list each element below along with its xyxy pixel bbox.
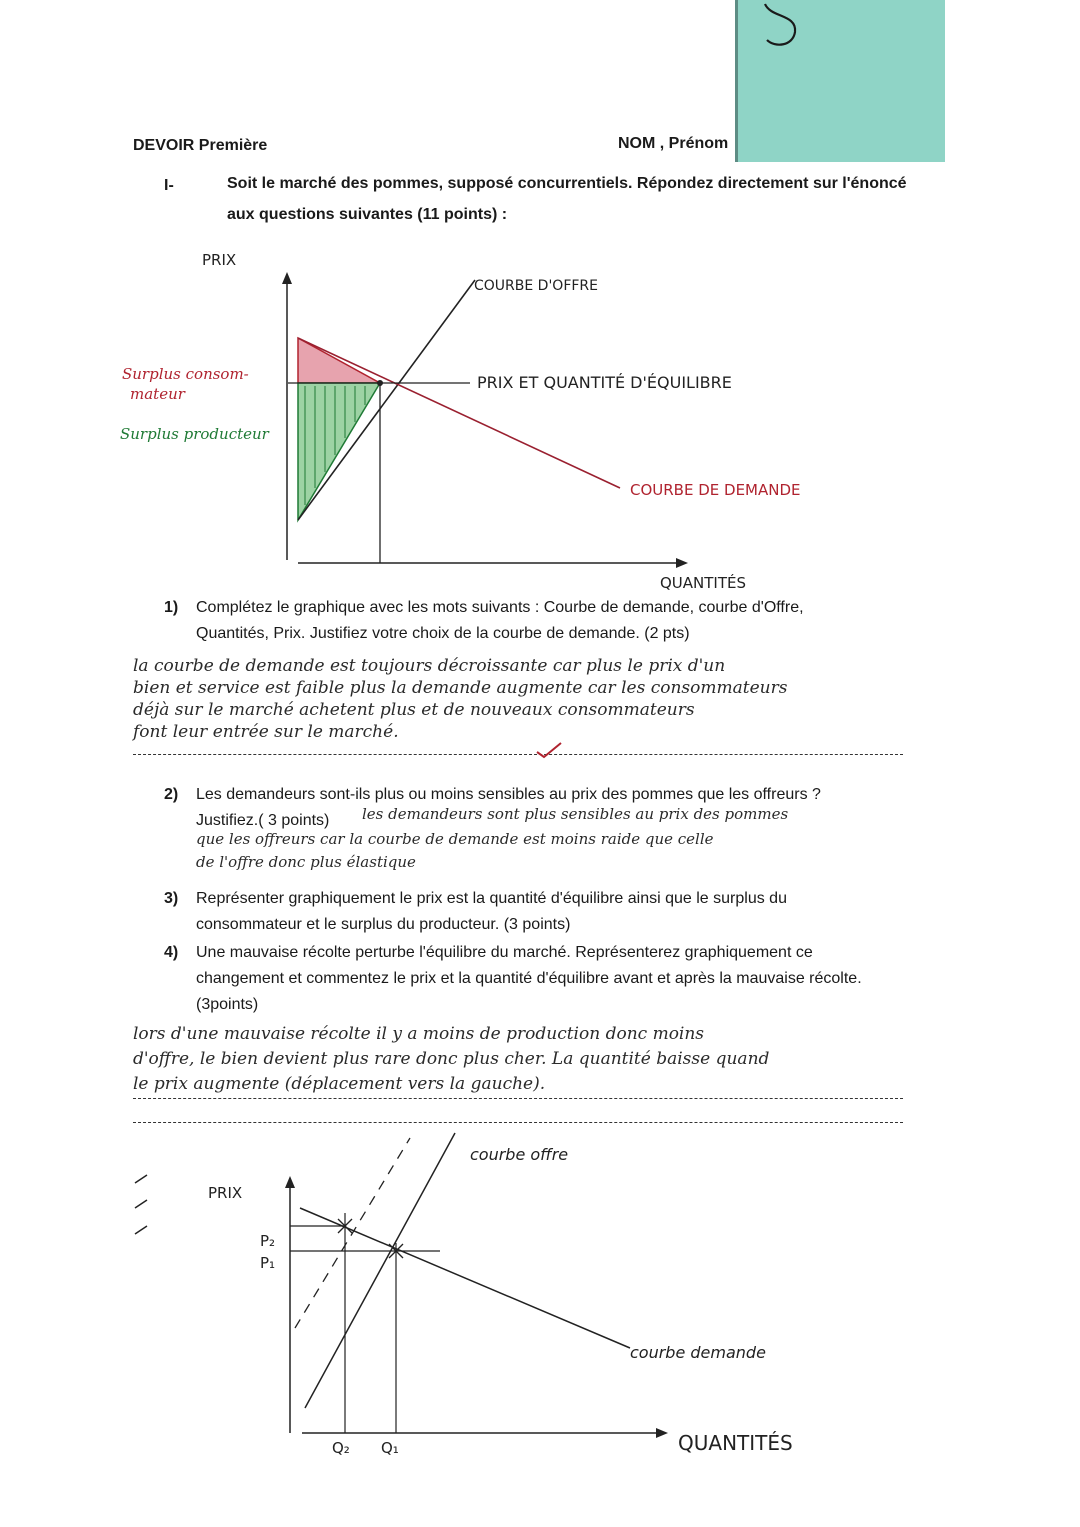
- grade-mark: [735, 0, 805, 70]
- question-1-line1: Complétez le graphique avec les mots suivants : Courbe de demande, courbe d'Offre,: [196, 599, 804, 616]
- name-field: NOM , Prénom: [618, 135, 729, 152]
- question-2-line2: Justifiez.( 3 points): [196, 812, 330, 829]
- question-4-line2: changement et commentez le prix et la quantité d'équilibre avant et après la mauvaise récolte.: [196, 970, 862, 987]
- graph2-p2-label: P₂: [260, 1232, 276, 1250]
- margin-tick-1: [135, 1175, 147, 1183]
- question-3-number: 3): [164, 890, 179, 907]
- graph1-equilibrium-label: PRIX ET QUANTITÉ D'ÉQUILIBRE: [477, 373, 732, 392]
- x-axis-arrow-icon: [676, 558, 688, 568]
- producer-surplus-label: Surplus producteur: [120, 425, 269, 443]
- question-1-line2: Quantités, Prix. Justifiez votre choix de la courbe de demande. (2 pts): [196, 625, 690, 642]
- consumer-surplus-label-1: Surplus consom-: [122, 365, 249, 383]
- answer-2-line2: que les offreurs car la courbe de demande est moins raide que celle: [196, 830, 714, 848]
- supply-curve-shifted: [295, 1138, 410, 1328]
- consumer-surplus-label-2: mateur: [130, 385, 185, 403]
- answer-1: [133, 655, 933, 743]
- section-intro-line2: aux questions suivantes (11 points) :: [227, 206, 508, 223]
- supply-curve-initial: [305, 1133, 455, 1408]
- answer-4-line1: lors d'une mauvaise récolte il y a moins de production donc moins: [133, 1024, 705, 1044]
- equilibrium-point: [377, 380, 383, 386]
- graph1-x-label: QUANTITÉS: [660, 574, 747, 592]
- answer-1-line3: déjà sur le marché achetent plus et de nouveaux consommateurs: [133, 700, 695, 720]
- margin-tick-3: [135, 1226, 147, 1234]
- question-3-line1: Représenter graphiquement le prix est la quantité d'équilibre ainsi que le surplus du: [196, 890, 787, 907]
- y-axis-2-arrow-icon: [285, 1176, 295, 1188]
- answer-4-rule-1: [133, 1098, 903, 1099]
- graph2-supply-label: courbe offre: [470, 1145, 569, 1164]
- question-4-number: 4): [164, 944, 179, 961]
- graph1-demand-label: COURBE DE DEMANDE: [630, 481, 801, 499]
- question-2-number: 2): [164, 786, 179, 803]
- question-3-line2: consommateur et le surplus du producteur. (3 points): [196, 916, 571, 933]
- y-axis-arrow-icon: [282, 272, 292, 284]
- question-4-line3: (3points): [196, 996, 259, 1013]
- graph-bad-harvest: [100, 1128, 840, 1468]
- section-numeral: I-: [164, 177, 174, 194]
- answer-4-line3: le prix augmente (déplacement vers la gauche).: [133, 1074, 546, 1094]
- graph2-q2-label: Q₂: [332, 1439, 350, 1457]
- check-mark-icon: [535, 740, 565, 760]
- section-intro-line1: Soit le marché des pommes, supposé concurrentiels. Répondez directement sur l'énoncé: [227, 175, 907, 192]
- answer-1-rule: [133, 754, 903, 755]
- answer-1-line4: font leur entrée sur le marché.: [133, 722, 399, 742]
- graph1-supply-label: COURBE D'OFFRE: [474, 278, 598, 294]
- answer-2-line3: de l'offre donc plus élastique: [196, 853, 416, 871]
- answer-1-line2: bien et service est faible plus la demande augmente car les consommateurs: [133, 678, 788, 698]
- answer-2-line1: les demandeurs sont plus sensibles au prix des pommes: [362, 805, 789, 823]
- answer-4: [133, 1022, 933, 1097]
- margin-tick-2: [135, 1200, 147, 1208]
- question-4-line1: Une mauvaise récolte perturbe l'équilibre du marché. Représenterez graphiquement ce: [196, 944, 813, 961]
- question-1-number: 1): [164, 599, 179, 616]
- graph2-demand-label: courbe demande: [630, 1343, 766, 1362]
- document-title: DEVOIR Première: [133, 137, 268, 154]
- graph2-x-label: QUANTITÉS: [678, 1431, 793, 1455]
- x-axis-2-arrow-icon: [656, 1428, 668, 1438]
- answer-4-line2: d'offre, le bien devient plus rare donc plus cher. La quantité baisse quand: [133, 1049, 770, 1069]
- graph2-q1-label: Q₁: [381, 1439, 399, 1457]
- answer-4-rule-2: [133, 1122, 903, 1123]
- consumer-surplus-area: [298, 338, 380, 383]
- graph1-y-label: PRIX: [202, 251, 237, 269]
- producer-surplus-area: [298, 383, 380, 520]
- answer-1-line1: la courbe de demande est toujours décroissante car plus le prix d'un: [133, 656, 726, 676]
- graph2-p1-label: P₁: [260, 1254, 276, 1272]
- grade-text: 5: [775, 36, 776, 37]
- graph2-y-label: PRIX: [208, 1184, 243, 1202]
- graph-market-equilibrium: [110, 240, 870, 600]
- question-2-line1: Les demandeurs sont-ils plus ou moins sensibles au prix des pommes que les offreurs ?: [196, 786, 821, 803]
